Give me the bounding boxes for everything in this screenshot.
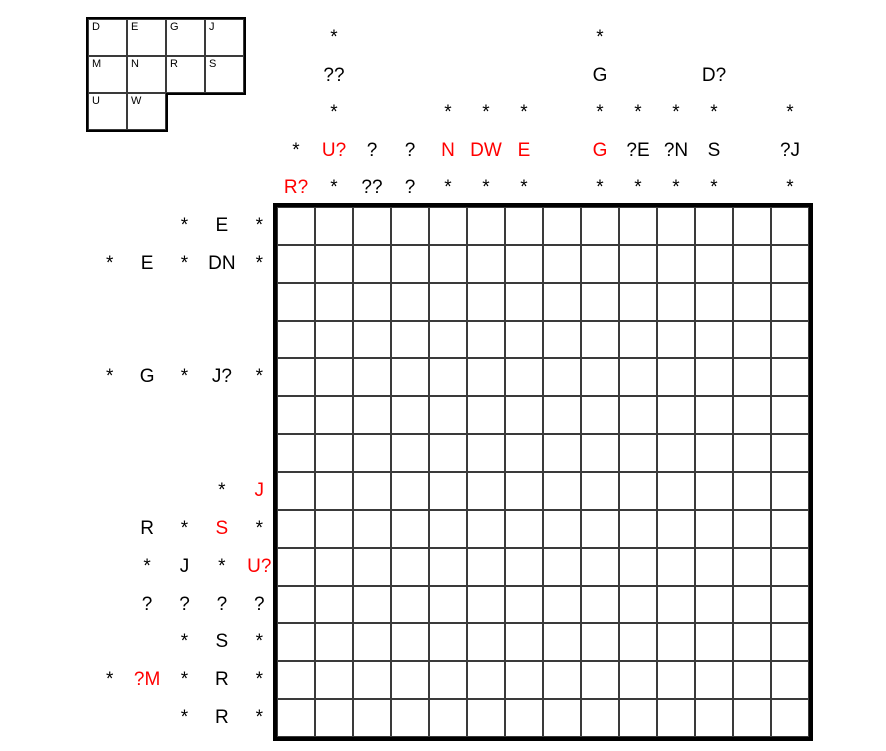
- grid-cell[interactable]: [429, 699, 467, 737]
- grid-cell[interactable]: [695, 548, 733, 586]
- grid-cell[interactable]: [619, 661, 657, 699]
- top-clue: *: [482, 102, 490, 124]
- grid-cell[interactable]: [315, 434, 353, 472]
- grid-cell[interactable]: [353, 510, 391, 548]
- grid-cell[interactable]: [543, 321, 581, 359]
- grid-cell[interactable]: [695, 472, 733, 510]
- grid-cell[interactable]: [619, 510, 657, 548]
- grid-cell[interactable]: [505, 472, 543, 510]
- top-clue: ?E: [626, 139, 650, 161]
- grid-cell[interactable]: [391, 699, 429, 737]
- grid-cell[interactable]: [353, 245, 391, 283]
- grid-cell[interactable]: [467, 283, 505, 321]
- left-clue: E: [215, 215, 229, 236]
- grid-cell[interactable]: [391, 548, 429, 586]
- grid-cell[interactable]: [581, 548, 619, 586]
- grid-cell[interactable]: [505, 623, 543, 661]
- top-clue: ??: [323, 64, 345, 86]
- grid-cell[interactable]: [391, 283, 429, 321]
- left-clue: J: [254, 479, 265, 501]
- top-clue: *: [330, 102, 338, 124]
- grid-cell[interactable]: [429, 510, 467, 548]
- top-clue: *: [596, 177, 604, 199]
- grid-cell[interactable]: [315, 321, 353, 359]
- top-clue: *: [596, 102, 604, 124]
- grid-cell[interactable]: [733, 510, 771, 548]
- grid-cell[interactable]: [315, 623, 353, 661]
- grid-cell[interactable]: [771, 586, 809, 624]
- grid-cell[interactable]: [657, 434, 695, 472]
- top-clue: *: [710, 177, 718, 199]
- grid-cell[interactable]: [315, 396, 353, 434]
- solution-grid: [273, 203, 813, 741]
- grid-cell[interactable]: [277, 207, 315, 245]
- legend-cell: U: [88, 93, 127, 130]
- grid-cell[interactable]: [695, 207, 733, 245]
- grid-cell[interactable]: [429, 358, 467, 396]
- grid-cell[interactable]: [581, 358, 619, 396]
- grid-cell[interactable]: [657, 510, 695, 548]
- grid-cell[interactable]: [429, 434, 467, 472]
- grid-cell[interactable]: [467, 548, 505, 586]
- top-clue: *: [444, 102, 452, 124]
- left-clue: DN: [208, 252, 236, 274]
- grid-cell[interactable]: [505, 548, 543, 586]
- top-clue: *: [520, 102, 528, 124]
- left-clue: *: [180, 631, 189, 653]
- grid-cell[interactable]: [733, 283, 771, 321]
- left-clue: *: [255, 669, 263, 691]
- grid-cell[interactable]: [695, 245, 733, 283]
- top-clue: *: [672, 177, 680, 199]
- grid-cell[interactable]: [277, 396, 315, 434]
- legend-cell: W: [127, 93, 166, 130]
- grid-cell[interactable]: [695, 283, 733, 321]
- grid-cell[interactable]: [467, 510, 505, 548]
- grid-cell[interactable]: [429, 245, 467, 283]
- grid-cell[interactable]: [353, 396, 391, 434]
- grid-cell[interactable]: [429, 586, 467, 624]
- left-clue: *: [255, 707, 263, 729]
- grid-cell[interactable]: [315, 472, 353, 510]
- grid-cell[interactable]: [277, 434, 315, 472]
- grid-cell[interactable]: [695, 434, 733, 472]
- grid-cell[interactable]: [277, 283, 315, 321]
- grid-cell[interactable]: [505, 699, 543, 737]
- left-clue: J: [179, 555, 190, 577]
- grid-cell[interactable]: [391, 510, 429, 548]
- grid-cell[interactable]: [391, 245, 429, 283]
- grid-cell[interactable]: [771, 396, 809, 434]
- grid-cell[interactable]: [695, 396, 733, 434]
- grid-cell[interactable]: [733, 548, 771, 586]
- grid-cell[interactable]: [391, 472, 429, 510]
- top-clue: S: [707, 139, 721, 161]
- grid-cell[interactable]: [733, 245, 771, 283]
- grid-cell[interactable]: [771, 321, 809, 359]
- grid-cell[interactable]: [353, 548, 391, 586]
- top-clue: *: [710, 102, 718, 124]
- grid-cell[interactable]: [733, 586, 771, 624]
- top-clue: *: [634, 177, 642, 199]
- top-clue: *: [292, 139, 300, 161]
- top-clue: R?: [283, 177, 309, 199]
- grid-cell[interactable]: [391, 207, 429, 245]
- grid-cell[interactable]: [505, 321, 543, 359]
- grid-cell[interactable]: [619, 548, 657, 586]
- legend-cell: D: [88, 19, 127, 56]
- top-clue: *: [330, 177, 338, 199]
- top-clue: *: [634, 102, 642, 124]
- grid-cell[interactable]: [391, 396, 429, 434]
- grid-cell[interactable]: [467, 623, 505, 661]
- grid-cell[interactable]: [353, 472, 391, 510]
- grid-cell[interactable]: [657, 207, 695, 245]
- grid-cell[interactable]: [771, 358, 809, 396]
- grid-cell[interactable]: [353, 207, 391, 245]
- grid-cell[interactable]: [695, 623, 733, 661]
- top-clue: G: [592, 139, 608, 161]
- grid-cell[interactable]: [543, 245, 581, 283]
- left-clue: *: [255, 252, 263, 274]
- left-clue: *: [180, 517, 189, 539]
- top-clue: *: [444, 177, 452, 199]
- grid-cell[interactable]: [353, 434, 391, 472]
- top-clue: *: [786, 102, 794, 124]
- grid-cell[interactable]: [695, 358, 733, 396]
- grid-cell[interactable]: [581, 586, 619, 624]
- top-clue: *: [482, 177, 490, 199]
- grid-cell[interactable]: [429, 548, 467, 586]
- grid-cell[interactable]: [695, 510, 733, 548]
- grid-cell[interactable]: [467, 358, 505, 396]
- grid-cell[interactable]: [391, 623, 429, 661]
- grid-cell[interactable]: [619, 283, 657, 321]
- left-clue: *: [218, 479, 226, 501]
- grid-cell[interactable]: [581, 510, 619, 548]
- grid-cell[interactable]: [277, 510, 315, 548]
- grid-cell[interactable]: [429, 623, 467, 661]
- left-clue: R: [215, 707, 229, 729]
- grid-cell[interactable]: [391, 661, 429, 699]
- grid-cell[interactable]: [505, 283, 543, 321]
- legend-cell: N: [127, 56, 166, 93]
- top-clue: ??: [361, 177, 383, 199]
- top-clue: *: [672, 102, 680, 124]
- grid-cell[interactable]: [277, 661, 315, 699]
- grid-cell[interactable]: [733, 661, 771, 699]
- grid-cell[interactable]: [315, 245, 353, 283]
- grid-cell[interactable]: [467, 699, 505, 737]
- grid-cell[interactable]: [467, 245, 505, 283]
- top-clue: ?N: [663, 139, 689, 161]
- grid-cell[interactable]: [771, 283, 809, 321]
- grid-cell[interactable]: [733, 623, 771, 661]
- grid-cell[interactable]: [543, 434, 581, 472]
- left-clue: *: [105, 366, 114, 388]
- grid-cell[interactable]: [581, 321, 619, 359]
- grid-cell[interactable]: [429, 321, 467, 359]
- grid-cell[interactable]: [353, 623, 391, 661]
- grid-cell[interactable]: [619, 358, 657, 396]
- grid-cell[interactable]: [771, 207, 809, 245]
- grid-cell[interactable]: [543, 396, 581, 434]
- grid-cell[interactable]: [353, 661, 391, 699]
- grid-cell[interactable]: [543, 358, 581, 396]
- grid-cell[interactable]: [619, 699, 657, 737]
- grid-cell[interactable]: [619, 396, 657, 434]
- grid-cell[interactable]: [315, 661, 353, 699]
- grid-cell[interactable]: [353, 699, 391, 737]
- left-clue: *: [255, 215, 263, 236]
- left-clue: E: [140, 252, 154, 274]
- grid-cell[interactable]: [771, 699, 809, 737]
- top-clue: ?: [366, 139, 378, 161]
- grid-cell[interactable]: [543, 586, 581, 624]
- grid-cell[interactable]: [315, 358, 353, 396]
- grid-cell[interactable]: [467, 207, 505, 245]
- grid-cell[interactable]: [771, 548, 809, 586]
- grid-cell[interactable]: [391, 321, 429, 359]
- grid-cell[interactable]: [353, 358, 391, 396]
- left-clue: *: [180, 707, 189, 729]
- grid-cell[interactable]: [771, 661, 809, 699]
- grid-cell[interactable]: [505, 396, 543, 434]
- top-clue: ?: [404, 177, 416, 199]
- grid-cell[interactable]: [543, 510, 581, 548]
- top-clue: E: [517, 139, 531, 161]
- grid-cell[interactable]: [505, 586, 543, 624]
- left-clue: ?: [254, 593, 265, 615]
- grid-cell[interactable]: [619, 245, 657, 283]
- grid-cell[interactable]: [315, 207, 353, 245]
- grid-cell[interactable]: [315, 548, 353, 586]
- top-clue: *: [596, 27, 604, 48]
- grid-cell[interactable]: [353, 283, 391, 321]
- left-clue: ?: [141, 593, 153, 615]
- grid-cell[interactable]: [277, 321, 315, 359]
- grid-cell[interactable]: [543, 283, 581, 321]
- grid-cell[interactable]: [771, 510, 809, 548]
- grid-cell[interactable]: [657, 358, 695, 396]
- grid-cell[interactable]: [277, 245, 315, 283]
- left-clue: *: [180, 366, 189, 388]
- top-clue: *: [520, 177, 528, 199]
- grid-cell[interactable]: [581, 434, 619, 472]
- grid-cell[interactable]: [619, 472, 657, 510]
- grid-cell[interactable]: [467, 472, 505, 510]
- grid-cell[interactable]: [505, 661, 543, 699]
- grid-cell[interactable]: [657, 321, 695, 359]
- grid-cell[interactable]: [581, 207, 619, 245]
- top-clue: U?: [321, 139, 347, 161]
- grid-cell[interactable]: [543, 623, 581, 661]
- grid-cell[interactable]: [543, 661, 581, 699]
- legend-cell: E: [127, 19, 166, 56]
- grid-cell[interactable]: [391, 586, 429, 624]
- grid-cell[interactable]: [733, 699, 771, 737]
- grid-cell[interactable]: [391, 358, 429, 396]
- grid-cell[interactable]: [657, 245, 695, 283]
- grid-cell[interactable]: [277, 586, 315, 624]
- grid-cell[interactable]: [429, 396, 467, 434]
- grid-cell[interactable]: [581, 396, 619, 434]
- left-clue: *: [105, 252, 114, 274]
- grid-cell[interactable]: [429, 283, 467, 321]
- grid-cell[interactable]: [277, 472, 315, 510]
- grid-cell[interactable]: [657, 472, 695, 510]
- legend-cell: S: [205, 56, 244, 93]
- grid-cell[interactable]: [657, 661, 695, 699]
- grid-cell[interactable]: [429, 472, 467, 510]
- grid-cell[interactable]: [695, 661, 733, 699]
- grid-cell[interactable]: [467, 434, 505, 472]
- grid-cell[interactable]: [277, 548, 315, 586]
- grid-cell[interactable]: [543, 699, 581, 737]
- grid-cell[interactable]: [505, 358, 543, 396]
- grid-cell[interactable]: [771, 472, 809, 510]
- grid-cell[interactable]: [277, 699, 315, 737]
- grid-cell[interactable]: [733, 396, 771, 434]
- grid-cell[interactable]: [619, 207, 657, 245]
- legend-cell: R: [166, 56, 205, 93]
- left-clue: U?: [247, 555, 272, 577]
- grid-cell[interactable]: [581, 699, 619, 737]
- grid-cell[interactable]: [277, 623, 315, 661]
- left-clue: S: [215, 631, 229, 653]
- left-clue: *: [105, 669, 114, 691]
- grid-cell[interactable]: [467, 396, 505, 434]
- grid-cell[interactable]: [581, 283, 619, 321]
- grid-cell[interactable]: [315, 586, 353, 624]
- left-clue: *: [180, 252, 189, 274]
- grid-cell[interactable]: [391, 434, 429, 472]
- grid-cell[interactable]: [543, 548, 581, 586]
- grid-cell[interactable]: [315, 510, 353, 548]
- left-clue: *: [255, 517, 263, 539]
- legend-cell: M: [88, 56, 127, 93]
- grid-cell[interactable]: [657, 699, 695, 737]
- left-clue: *: [143, 555, 151, 577]
- grid-cell[interactable]: [733, 434, 771, 472]
- grid-cell[interactable]: [771, 623, 809, 661]
- left-clue: R: [215, 669, 229, 691]
- grid-cell[interactable]: [657, 396, 695, 434]
- grid-cell[interactable]: [315, 699, 353, 737]
- grid-cell[interactable]: [695, 586, 733, 624]
- grid-cell[interactable]: [695, 321, 733, 359]
- left-clue: *: [218, 555, 226, 577]
- left-clue: ?M: [133, 669, 161, 691]
- legend-cell: G: [166, 19, 205, 56]
- grid-cell[interactable]: [353, 586, 391, 624]
- grid-cell[interactable]: [581, 661, 619, 699]
- left-clue: ?: [179, 593, 190, 615]
- grid-cell[interactable]: [429, 661, 467, 699]
- left-clue: *: [180, 669, 189, 691]
- grid-cell[interactable]: [695, 699, 733, 737]
- grid-cell[interactable]: [733, 358, 771, 396]
- grid-cell[interactable]: [429, 207, 467, 245]
- grid-cell[interactable]: [277, 358, 315, 396]
- left-clue: *: [255, 366, 263, 388]
- grid-cell[interactable]: [733, 321, 771, 359]
- grid-cell[interactable]: [771, 245, 809, 283]
- grid-cell[interactable]: [619, 321, 657, 359]
- grid-cell[interactable]: [657, 283, 695, 321]
- grid-cell[interactable]: [733, 472, 771, 510]
- grid-cell[interactable]: [543, 472, 581, 510]
- grid-cell[interactable]: [505, 510, 543, 548]
- grid-cell[interactable]: [581, 245, 619, 283]
- grid-cell[interactable]: [733, 207, 771, 245]
- grid-cell[interactable]: [619, 586, 657, 624]
- grid-cell[interactable]: [581, 623, 619, 661]
- grid-cell[interactable]: [505, 245, 543, 283]
- left-clue: R: [140, 517, 154, 539]
- top-clue: DW: [470, 139, 502, 161]
- top-clue: D?: [701, 64, 727, 86]
- top-clue: ?: [404, 139, 416, 161]
- top-clue: N: [441, 139, 455, 161]
- letter-legend: [88, 19, 244, 130]
- left-clue: G: [139, 366, 155, 388]
- top-clue: ?J: [779, 139, 801, 161]
- left-clue: *: [180, 215, 189, 236]
- left-clue: J?: [211, 366, 232, 388]
- grid-cell[interactable]: [467, 586, 505, 624]
- top-clue: *: [330, 27, 338, 48]
- grid-cell[interactable]: [657, 548, 695, 586]
- grid-cell[interactable]: [581, 472, 619, 510]
- left-clue: *: [255, 631, 263, 653]
- grid-cell[interactable]: [467, 661, 505, 699]
- legend-cell: J: [205, 19, 244, 56]
- grid-cell[interactable]: [467, 321, 505, 359]
- grid-cell[interactable]: [771, 434, 809, 472]
- grid-cell[interactable]: [543, 207, 581, 245]
- top-clue: G: [592, 64, 608, 86]
- grid-cell[interactable]: [505, 207, 543, 245]
- grid-cell[interactable]: [657, 623, 695, 661]
- grid-cell[interactable]: [315, 283, 353, 321]
- grid-cell[interactable]: [619, 623, 657, 661]
- grid-cell[interactable]: [657, 586, 695, 624]
- left-clue: ?: [216, 593, 228, 615]
- grid-cell[interactable]: [619, 434, 657, 472]
- grid-cell[interactable]: [353, 321, 391, 359]
- grid-cell[interactable]: [505, 434, 543, 472]
- left-clue: S: [215, 517, 229, 539]
- top-clue: *: [786, 177, 794, 199]
